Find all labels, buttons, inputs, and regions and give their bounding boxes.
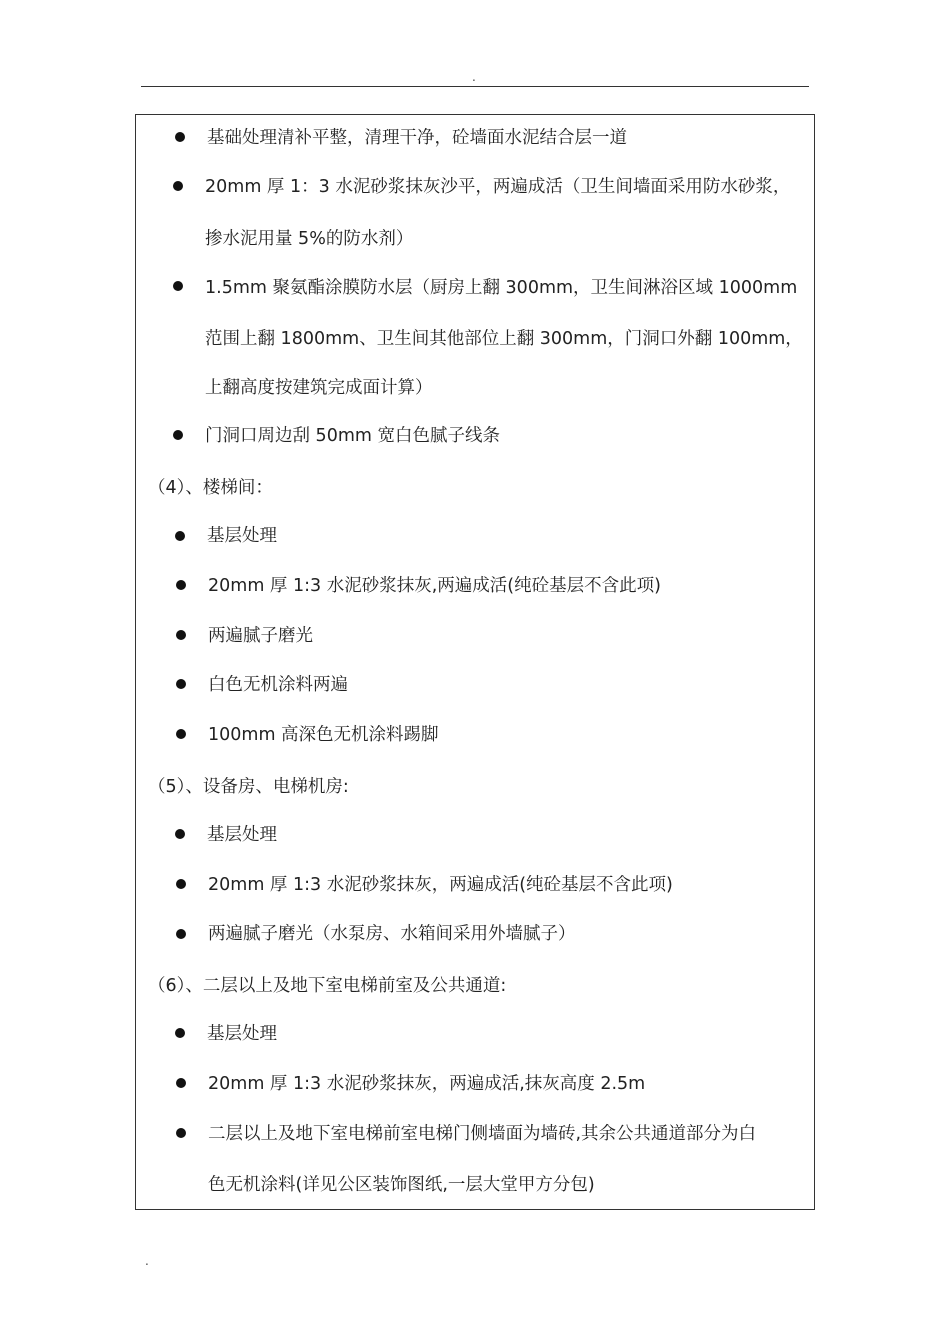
- bullet-icon: [173, 430, 183, 440]
- section-heading: （5）、设备房、电梯机房:: [148, 777, 349, 797]
- list-item: 基层处理: [207, 1024, 277, 1044]
- list-item: 1.5mm 聚氨酯涂膜防水层（厨房上翻 300mm，卫生间淋浴区域 1000mm: [205, 278, 798, 298]
- section-heading: （6）、二层以上及地下室电梯前室及公共通道:: [148, 976, 507, 996]
- list-item: 基层处理: [207, 825, 277, 845]
- bullet-icon: [175, 829, 185, 839]
- bullet-icon: [176, 729, 186, 739]
- bullet-icon: [176, 679, 186, 689]
- list-item-continuation: 掺水泥用量 5%的防水剂）: [205, 229, 414, 249]
- bullet-icon: [175, 1028, 185, 1038]
- bullet-icon: [176, 879, 186, 889]
- bullet-icon: [175, 132, 185, 142]
- list-item: 两遍腻子磨光（水泵房、水箱间采用外墙腻子）: [208, 924, 576, 944]
- bullet-icon: [173, 281, 183, 291]
- bullet-icon: [176, 630, 186, 640]
- list-item: 20mm 厚 1:3 水泥砂浆抹灰,两遍成活(纯砼基层不含此项): [208, 576, 661, 596]
- list-item-continuation: 上翻高度按建筑完成面计算）: [205, 378, 433, 398]
- list-item: 100mm 高深色无机涂料踢脚: [208, 725, 439, 745]
- header-mark: .: [472, 70, 476, 84]
- list-item: 20mm 厚 1:3 水泥砂浆抹灰，两遍成活(纯砼基层不含此项): [208, 875, 673, 895]
- header-rule: [141, 86, 809, 87]
- list-item-continuation: 色无机涂料(详见公区装饰图纸,一层大堂甲方分包): [208, 1175, 595, 1195]
- bullet-icon: [176, 580, 186, 590]
- list-item: 基层处理: [207, 526, 277, 546]
- list-item: 白色无机涂料两遍: [208, 675, 348, 695]
- bullet-icon: [176, 929, 186, 939]
- list-item: 两遍腻子磨光: [208, 626, 313, 646]
- list-item: 20mm 厚 1:3 水泥砂浆抹灰，两遍成活,抹灰高度 2.5m: [208, 1074, 646, 1094]
- bullet-icon: [176, 1078, 186, 1088]
- footer-mark: .: [145, 1254, 149, 1268]
- section-heading: （4）、楼梯间：: [148, 478, 273, 498]
- list-item: 二层以上及地下室电梯前室电梯门侧墙面为墙砖,其余公共通道部分为白: [208, 1124, 757, 1144]
- list-item-continuation: 范围上翻 1800mm、卫生间其他部位上翻 300mm，门洞口外翻 100mm，: [205, 329, 803, 349]
- bullet-icon: [176, 1128, 186, 1138]
- bullet-icon: [175, 531, 185, 541]
- list-item: 基础处理清补平整，清理干净，砼墙面水泥结合层一道: [207, 128, 627, 148]
- list-item: 20mm 厚 1：3 水泥砂浆抹灰沙平，两遍成活（卫生间墙面采用防水砂浆，: [205, 177, 791, 197]
- list-item: 门洞口周边刮 50mm 宽白色腻子线条: [205, 426, 500, 446]
- bullet-icon: [173, 181, 183, 191]
